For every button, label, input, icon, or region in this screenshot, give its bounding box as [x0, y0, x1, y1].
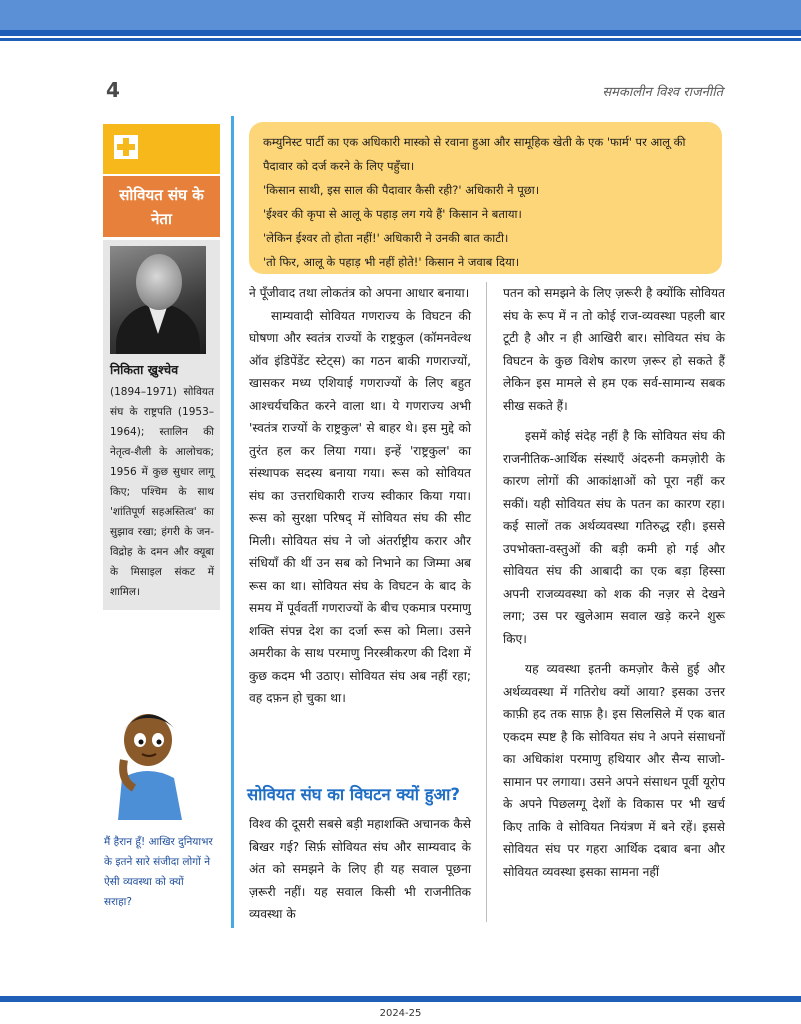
paragraph: साम्यवादी सोवियत गणराज्य के विघटन की घोषणा और स्वतंत्र राज्यों के राष्ट्रकुल (कॉमनवेल्थ ऑव इंडिपेंडेंट स्टेट्स) का गठन बाकी गणराज्यों, खासकर मध्य एशियाई गणराज्यों के लिए बहुत आश्चर्यचकित करने वाला था। ये गणराज्य अभी 'स्वतंत्र राज्यों के राष्ट्रकुल' से बाहर थे। इस मुद्दे को तुरंत हल कर लिया गया। इन्हें 'राष्ट्रकुल' का संस्थापक सदस्य बनाया गया। रूस को सोवियत संघ का उत्तराधिकारी राज्य स्वीकार किया गया। रूस को सुरक्षा परिषद् में सोवियत संघ की सीट मिली। सोवियत संघ ने जो अंतर्राष्ट्रीय करार और संधियाँ की थीं उन सब को निभाने का जिम्मा अब रूस का था। सोवियत संघ के विघटन के बाद के समय में पूर्ववर्ती गणराज्यों के बीच एकमात्र परमाणु शक्ति संपन्न देश का दर्जा रूस को मिला। उसने अमरीका के साथ परमाणु निरस्त्रीकरण की दिशा में कुछ कदम भी उठाए। सोवियत संघ अब नहीं रहा; वह दफ़न हो चुका था।: [249, 308, 471, 705]
bottom-rule: [0, 996, 801, 1002]
paragraph: यह व्यवस्था इतनी कमज़ोर कैसे हुई और अर्थव्यवस्था में गतिरोध क्यों आया? इसका उत्तर काफ़ी हद तक साफ़ है। इस सिलसिले में एक बात एकदम स्पष्ट है कि सोवियत संघ ने अपने संसाधनों का अधिकांश परमाणु हथियार और सैन्य साजो-सामान पर लगाया। उसने अपने संसाधन पूर्वी यूरोप के अपने पिछलग्गू देशों के विकास पर भी खर्च किए ताकि वे सोवियत नियंत्रण में बने रहें। इससे सोवियत संघ पर गहरा आर्थिक दबाव बना और सोवियत व्यवस्था इसका सामना नहीं: [503, 662, 725, 879]
paragraph: ने पूँजीवाद तथा लोकतंत्र को अपना आधार बनाया।: [249, 286, 470, 300]
cartoon-boy-illustration: [104, 700, 194, 820]
paragraph: पतन को समझने के लिए ज़रूरी है क्योंकि सोवियत संघ के रूप में न तो कोई राज-व्यवस्था पहली बार टूटी है और न ही आखिरी बार। सोवियत संघ के विघटन के कुछ विशेष कारण ज़रूर हो सकते हैं लेकिन इस मामले से हम एक सर्व-सामान्य सबक सीख सकते हैं।: [503, 286, 725, 413]
column-left: [249, 282, 471, 710]
edition-year: 2024-25: [379, 1008, 422, 1019]
anecdote-box: [249, 122, 722, 274]
plus-icon: [114, 135, 138, 159]
cartoon-caption: मैं हैरान हूँ! आखिर दुनियाभर के इतने सारे संजीदा लोगों ने ऐसी व्यवस्था को क्यों सराहा?: [104, 836, 213, 908]
section-heading: सोवियत संघ का विघटन क्यों हुआ?: [247, 785, 460, 804]
leader-name: निकिता ख्रुश्चेव: [110, 362, 179, 377]
running-head: समकालीन विश्व राजनीति: [602, 85, 723, 100]
paragraph: इसमें कोई संदेह नहीं है कि सोवियत संघ की राजनीतिक-आर्थिक संस्थाएँ अंदरुनी कमज़ोरी के कारण लोगों की आकांक्षाओं को पूरा नहीं कर सकीं। यही सोवियत संघ के पतन का कारण रहा। कई सालों तक अर्थव्यवस्था गतिरुद्ध रही। इससे उपभोक्ता-वस्तुओं की बड़ी कमी हो गई और सोवियत संघ की आबादी का एक बड़ा हिस्सा अपनी राजव्यवस्था को शक की नज़र से देखने लगा; उस पर खुलेआम सवाल खड़े करने शुरू किए।: [503, 429, 725, 646]
column-divider: [486, 282, 487, 922]
sidebar-title: सोवियत संघ के नेता: [103, 176, 220, 237]
anecdote-line: 'किसान साथी, इस साल की पैदावार कैसी रही?' अधिकारी ने पूछा।: [263, 183, 540, 197]
paragraph: विश्व की दूसरी सबसे बड़ी महाशक्ति अचानक कैसे बिखर गई? सिर्फ़ सोवियत संघ और साम्यवाद के अंत को समझने के लिए ही यह सवाल पूछना ज़रूरी नहीं। यह सवाल किसी भी राजनीतिक व्यवस्था के: [249, 817, 471, 921]
anecdote-line: 'ईश्वर की कृपा से आलू के पहाड़ लग गये हैं' किसान ने बताया।: [263, 207, 522, 221]
margin-rule: [231, 116, 234, 928]
top-color-band: [0, 0, 801, 30]
anecdote-line: 'लेकिन ईश्वर तो होता नहीं!' अधिकारी ने उनकी बात काटी।: [263, 231, 509, 245]
anecdote-line: कम्युनिस्ट पार्टी का एक अधिकारी मास्को से रवाना हुआ और सामूहिक खेती के एक 'फार्म' पर आलू की पैदावार को दर्ज करने के लिए पहुँचा।: [263, 135, 686, 173]
top-rule-thin: [0, 38, 801, 41]
leader-photo: [110, 246, 206, 354]
top-rule: [0, 30, 801, 36]
plus-box: [103, 124, 220, 174]
leader-bio: (1894–1971) सोवियत संघ के राष्ट्रपति (1953–1964); स्तालिन की नेतृत्व-शैली के आलोचक; 1956 में कुछ सुधार लागू किए; पश्चिम के साथ 'शांतिपूर्ण सहअस्तित्व' का सुझाव रखा; हंगरी के जन-विद्रोह के दमन और क्यूबा के मिसाइल संकट में शामिल।: [110, 386, 214, 598]
anecdote-line: 'तो फिर, आलू के पहाड़ भी नहीं होते!' किसान ने जवाब दिया।: [263, 255, 520, 269]
page-number: 4: [106, 78, 120, 102]
column-right: [503, 282, 725, 883]
